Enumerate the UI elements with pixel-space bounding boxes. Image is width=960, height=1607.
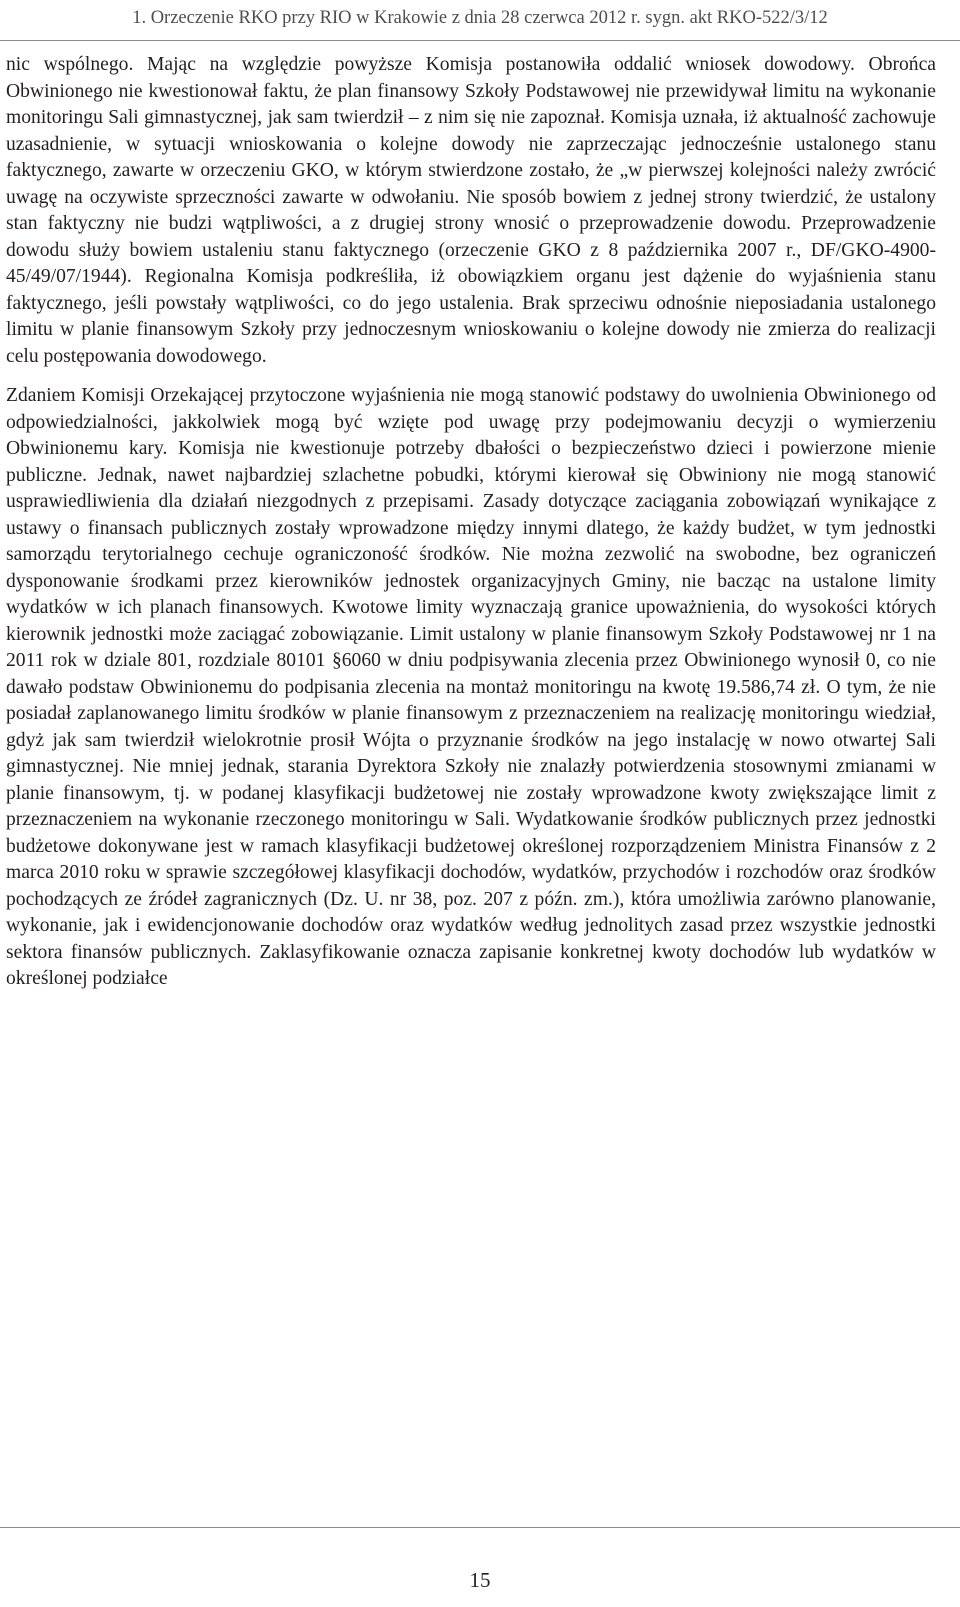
paragraph-1: nic wspólnego. Mając na względzie powyższe Komisja postanowiła oddalić wniosek dowodowy. Obrońca Obwinionego nie kwestionował faktu, że plan finansowy Szkoły Podstawowej nie przewidywał limitu na wykonanie monitoringu Sali gimnastycznej, jak sam twierdził – z nim się nie zapoznał. Komisja uznała, iż aktualność zachowuje uzasadnienie, w sytuacji wnioskowania o kolejne dowody nie zaprzeczając jednocześnie ustalonego stanu faktycznego, zawarte w orzeczeniu GKO, w którym stwierdzone zostało, że „w pierwszej kolejności należy zwrócić uwagę na oczywiste sprzeczności zawarte w odwołaniu. Nie sposób bowiem z jednej strony twierdzić, że ustalony stan faktyczny nie budzi wątpliwości, a z drugiej strony wnosić o przeprowadzenie dowodu. Przeprowadzenie dowodu służy bowiem ustaleniu stanu faktycznego (orzeczenie GKO z 8 października 2007 r., DF/GKO-4900-45/49/07/1944). Regionalna Komisja podkreśliła, iż obowiązkiem organu jest dążenie do wyjaśnienia stanu faktycznego, jeśli powstały wątpliwości, co do jego ustalenia. Brak sprzeciwu odnośnie nieposiadania ustalonego limitu w planie finansowym Szkoły przy jednoczesnym wnioskowaniu o kolejne dowody nie zmierza do realizacji celu postępowania dowodowego.: [6, 54, 936, 367]
page-number: 15: [469, 1568, 491, 1592]
body-text: [6, 52, 936, 993]
footer-divider: [0, 1527, 960, 1528]
running-header: 1. Orzeczenie RKO przy RIO w Krakowie z dnia 28 czerwca 2012 r. sygn. akt RKO-522/3/12: [132, 8, 828, 28]
header-divider: [0, 40, 960, 41]
paragraph-2: Zdaniem Komisji Orzekającej przytoczone wyjaśnienia nie mogą stanowić podstawy do uwolnienia Obwinionego od odpowiedzialności, jakkolwiek mogą być wzięte pod uwagę przy podejmowaniu decyzji o wymierzeniu Obwinionemu kary. Komisja nie kwestionuje potrzeby dbałości o bezpieczeństwo dzieci i powierzone mienie publiczne. Jednak, nawet najbardziej szlachetne pobudki, którymi kierował się Obwiniony nie mogą stanowić usprawiedliwienia dla działań niezgodnych z przepisami. Zasady dotyczące zaciągania zobowiązań wynikające z ustawy o finansach publicznych zostały wprowadzone między innymi dlatego, że każdy budżet, w tym jednostki samorządu terytorialnego cechuje ograniczoność środków. Nie można zezwolić na swobodne, bez ograniczeń dysponowanie środkami przez kierowników jednostek organizacyjnych Gminy, nie bacząc na ustalone limity wydatków w ich planach finansowych. Kwotowe limity wyznaczają granice upoważnienia, do wysokości których kierownik jednostki może zaciągać zobowiązanie. Limit ustalony w planie finansowym Szkoły Podstawowej nr 1 na 2011 rok w dziale 801, rozdziale 80101 §6060 w dniu podpisywania zlecenia przez Obwinionego wynosił 0, co nie dawało podstaw Obwinionemu do podpisania zlecenia na montaż monitoringu na kwotę 19.586,74 zł. O tym, że nie posiadał zaplanowanego limitu środków w planie finansowym z przeznaczeniem na realizację monitoringu wiedział, gdyż jak sam twierdził wielokrotnie prosił Wójta o przyznanie środków na jego instalację w nowo otwartej Sali gimnastycznej. Nie mniej jednak, starania Dyrektora Szkoły nie znalazły potwierdzenia stosownymi zmianami w planie finansowym, tj. w podanej klasyfikacji budżetowej nie zostały wprowadzone kwoty zwiększające limit z przeznaczeniem na wykonanie rzeczonego monitoringu w Sali. Wydatkowanie środków publicznych przez jednostki budżetowe dokonywane jest w ramach klasyfikacji budżetowej określonej rozporządzeniem Ministra Finansów z 2 marca 2010 roku w sprawie szczegółowej klasyfikacji dochodów, wydatków, przychodów i rozchodów oraz środków pochodzących ze źródeł zagranicznych (Dz. U. nr 38, poz. 207 z późn. zm.), która umożliwia zarówno planowanie, wykonanie, jak i ewidencjonowanie dochodów oraz wydatków według jednolitych zasad przez wszystkie jednostki sektora finansów publicznych. Zaklasyfikowanie oznacza zapisanie konkretnej kwoty dochodów lub wydatków w określonej podziałce: [6, 385, 936, 989]
